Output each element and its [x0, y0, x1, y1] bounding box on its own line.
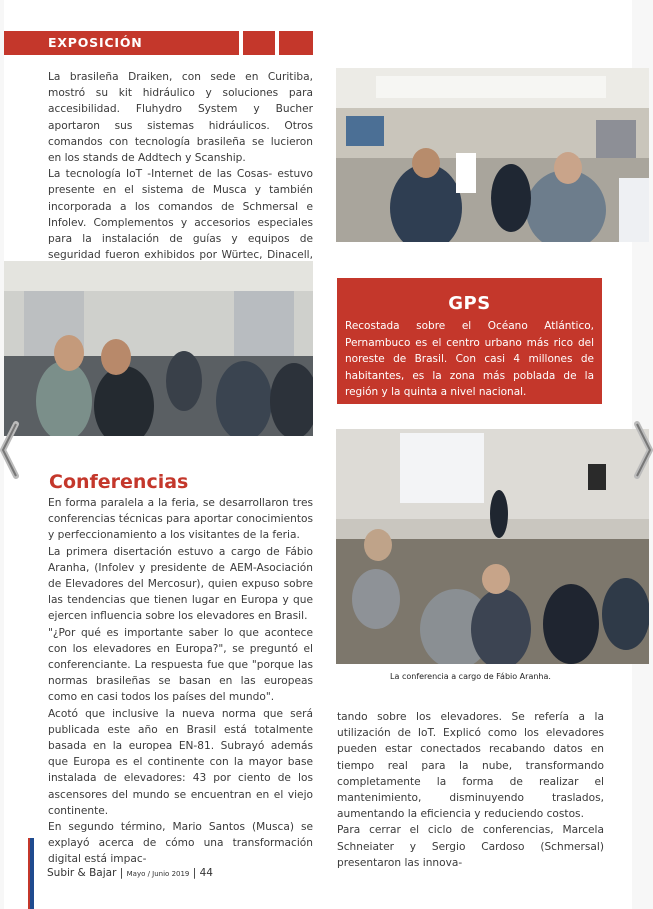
conferences-text-right: [337, 709, 604, 871]
conferences-paragraph: Acotó que inclusive la nueva norma que será publicada este año en Brasil está totalmente basada en la europea EN-81. Subrayó además que Europa es el continente con la mayor base instalada de elevadores: 43 por ciento de los ascensores del mundo se encuentran en el viejo continente.: [48, 707, 313, 817]
chevron-right-icon[interactable]: [633, 420, 653, 480]
crowd-photo: [4, 261, 313, 436]
gps-info-box: [337, 278, 602, 404]
conferences-paragraph: En forma paralela a la feria, se desarrollaron tres conferencias técnicas para aportar conocimientos y perfeccionamiento a los visitantes de la feria.: [48, 497, 313, 542]
footer-accent-blue: [30, 838, 34, 909]
conference-photo: [336, 429, 649, 664]
page-number: 44: [199, 867, 213, 879]
magazine-name: Subir & Bajar: [47, 867, 117, 879]
conferences-paragraph: La primera disertación estuvo a cargo de Fábio Aranha, (Infolev y presidente de AEM-Asociación de Elevadores del Mercosur), quien expuso sobre las tendencias que tienen lugar en Europa y que ejercen influencia sobre los elevadores en Brasil.: [48, 545, 313, 623]
gps-text: Recostada sobre el Océano Atlántico, Pernambuco es el centro urbano más rico del noreste de Brasil. Con casi 4 millones de habitantes, es la zona más poblada de la región y la quinta a nivel nacional.: [345, 320, 594, 398]
conferences-paragraph: tando sobre los elevadores. Se refería a la utilización de IoT. Explicó como los elevadores pueden estar conectados recabando datos en tiempo real para la nube, transformando completamente la forma de realizar el mantenimiento, disminuyendo traslados, aumentando la eficiencia y reduciendo costos.: [337, 711, 604, 821]
chevron-left-icon[interactable]: [0, 420, 20, 480]
conferences-title: Conferencias: [49, 471, 189, 493]
gps-title: GPS: [448, 293, 491, 314]
conferences-paragraph: "¿Por qué es importante saber lo que acontece con los elevadores en Europa?", se preguntó el conferenciante. La respuesta fue que "porque las normas brasileñas se basan en las europeas como en casi todos los países del mundo".: [48, 626, 313, 704]
section-label: EXPOSICIÓN: [48, 35, 143, 50]
conferences-paragraph: Para cerrar el ciclo de conferencias, Marcela Schneiater y Sergio Cardoso (Schmersal) presentaron las innova-: [337, 824, 604, 869]
issue-date: Mayo / Junio 2019: [126, 870, 190, 878]
intro-paragraph: La brasileña Draiken, con sede en Curitiba, mostró su kit hidráulico y soluciones para accesibilidad. Fluhydro System y Bucher aportaron sus sistemas hidráulicos. Otros comandos con tecnología brasileña se lucieron en los stands de Addtech y Scanship.: [48, 71, 313, 165]
section-header: [4, 31, 239, 55]
intro-text: [48, 69, 313, 280]
expo-hall-photo: [336, 68, 649, 242]
header-decor-block: [279, 31, 313, 55]
intro-paragraph: La tecnología IoT -Internet de las Cosas- estuvo presente en el sistema de Musca y también incorporada a los comandos de Schmersal e Infolev. Complementos y accesorios especiales para la instalación de guías y equipos de seguridad fueron exhibidos por Würtec, Dinacell,: [48, 168, 313, 262]
header-decor-block: [243, 31, 275, 55]
conferences-text-left: [48, 495, 313, 868]
conferences-paragraph: En segundo término, Mario Santos (Musca) se explayó acerca de cómo una transformación digital está impac-: [48, 821, 313, 866]
photo-caption: La conferencia a cargo de Fábio Aranha.: [390, 672, 551, 681]
page-footer: Subir & Bajar | Mayo / Junio 2019 | 44: [47, 867, 213, 879]
